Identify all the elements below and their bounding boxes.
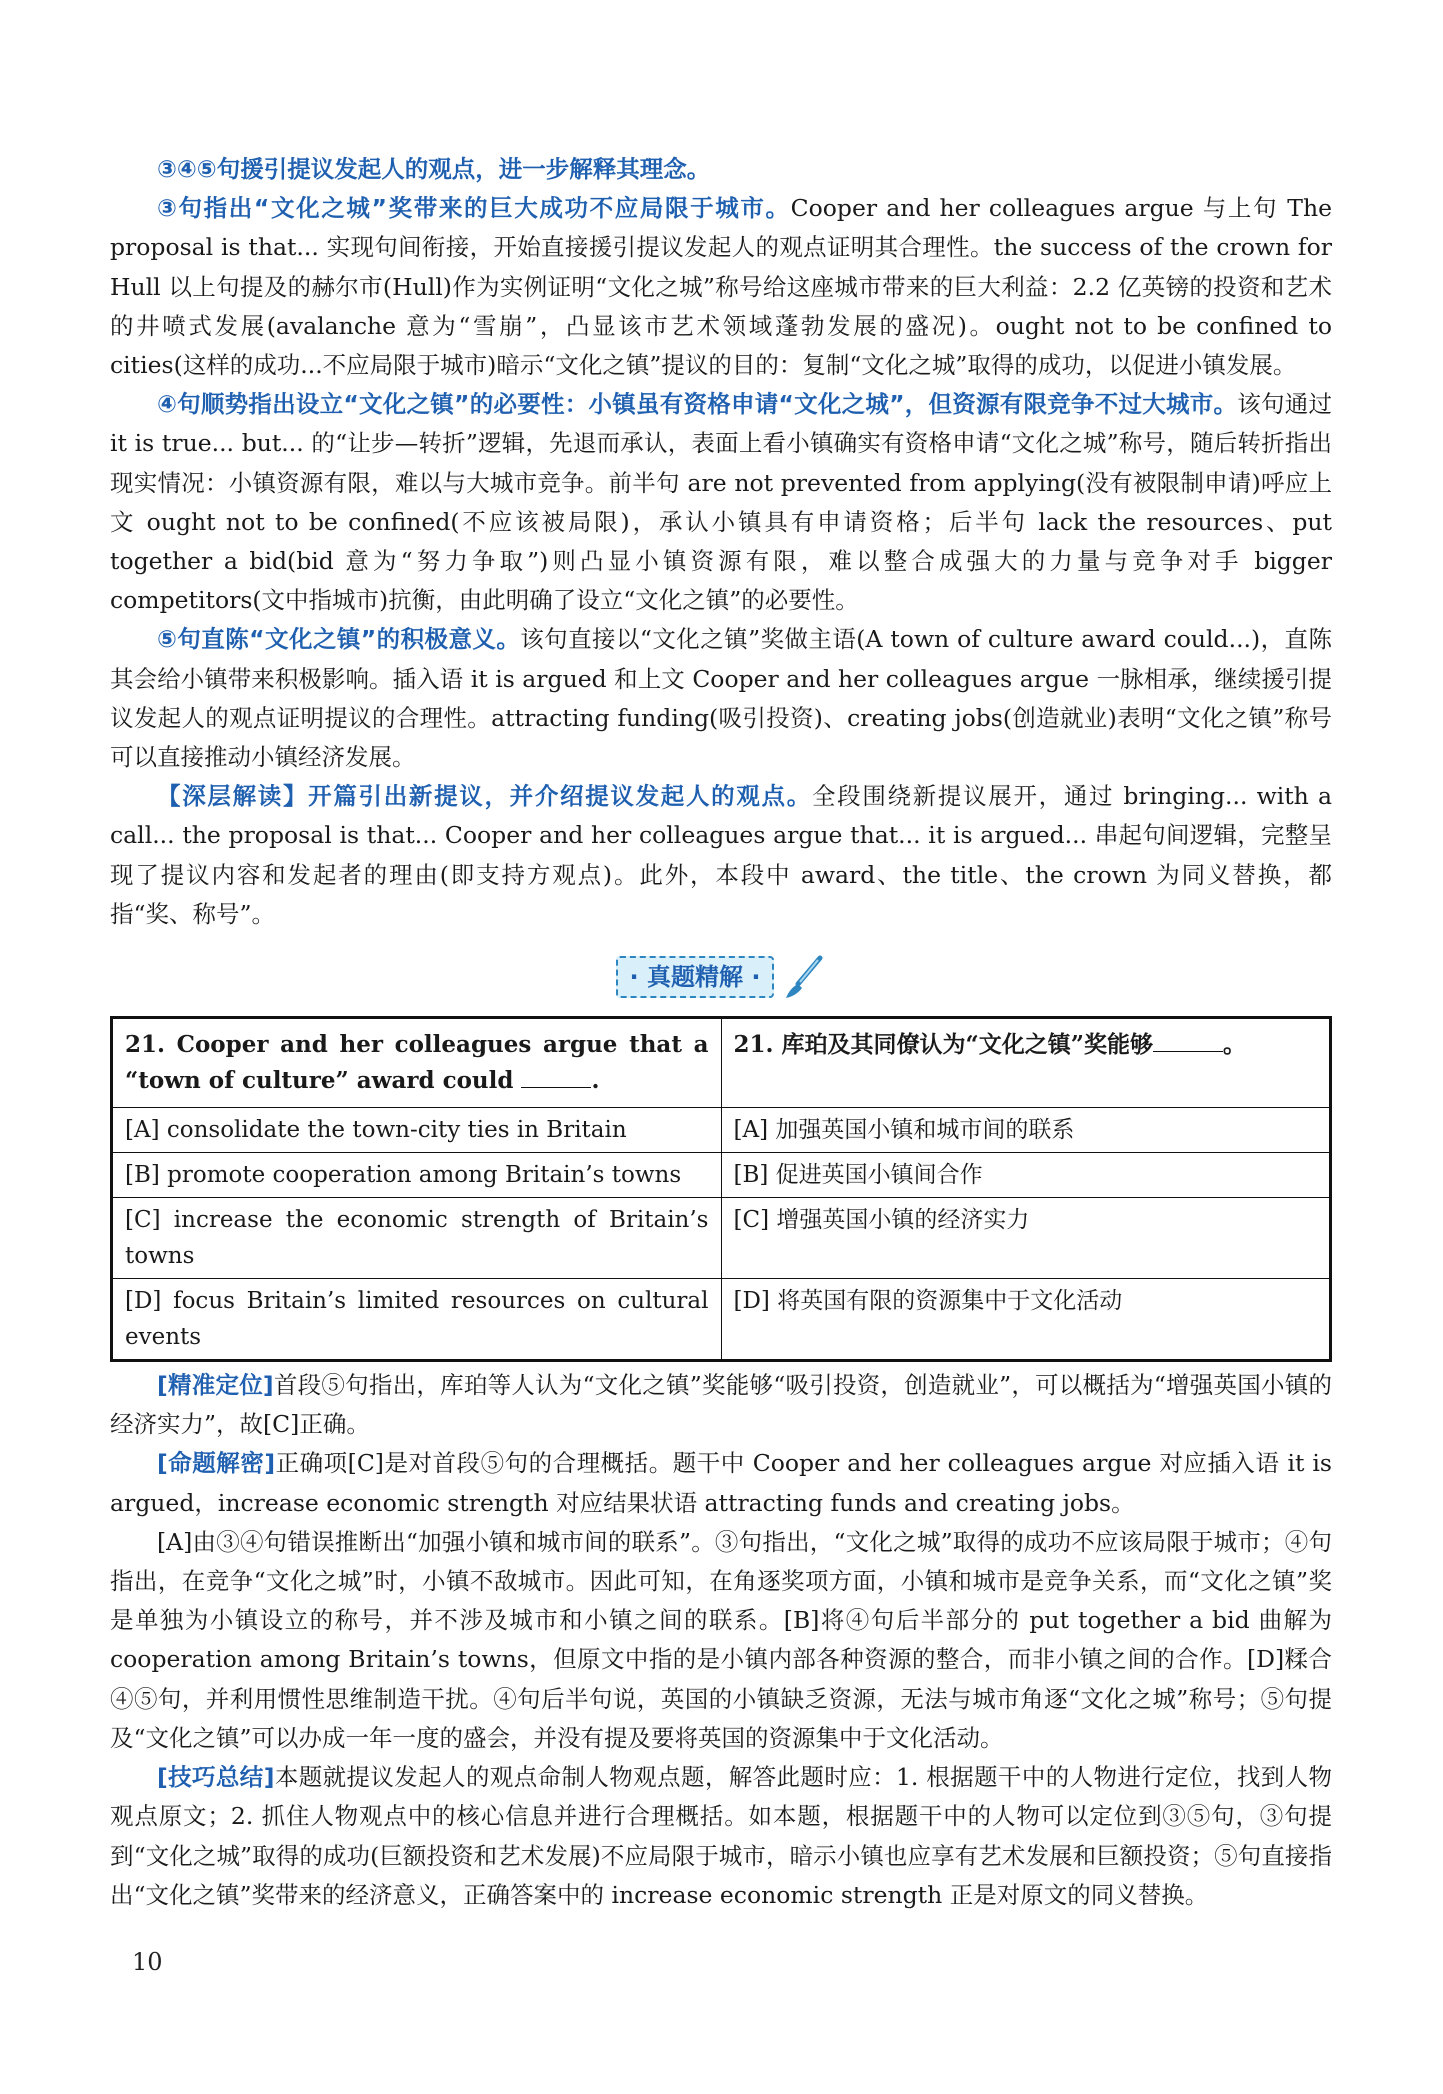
option-en: [A] consolidate the town-city ties in Britain — [112, 1108, 722, 1153]
option-en: [C] increase the economic strength of Britain’s towns — [112, 1198, 722, 1279]
option-zh: [D] 将英国有限的资源集中于文化活动 — [721, 1279, 1331, 1361]
analysis-text: 首段⑤句指出，库珀等人认为“文化之镇”奖能够“吸引投资，创造就业”，可以概括为“增强英国小镇的经济实力”，故[C]正确。 — [110, 1371, 1332, 1439]
paragraph-4 — [110, 620, 1332, 777]
option-row-b — [112, 1153, 1331, 1198]
option-row-c — [112, 1198, 1331, 1279]
answer-blank — [1153, 1029, 1223, 1052]
page-number: 10 — [132, 1948, 163, 1976]
section-title-label: · 真题精解 · — [616, 956, 775, 998]
content — [110, 150, 1332, 1915]
option-row-a — [112, 1108, 1331, 1153]
brush-icon — [780, 954, 826, 1000]
analysis-tag: [命题解密] — [157, 1449, 276, 1478]
paragraph-2 — [110, 189, 1332, 385]
paragraph-lead: ④句顺势指出设立“文化之镇”的必要性：小镇虽有资格申请“文化之城”，但资源有限竞争不过大城市。 — [157, 390, 1238, 419]
analysis-distractors — [110, 1523, 1332, 1758]
paragraph-text: 全段围绕新提议展开，通过 bringing... with a call... the proposal is that... Cooper and her colleagues argue that... it is argued... 串起句间逻辑，完整呈现了提议内容和发起者的理由(即支持方观点)。此外，本段中 award、the title、the crown 为同义替换，都指“奖、称号”。 — [110, 782, 1332, 928]
paragraph-1 — [110, 150, 1332, 189]
question-stem-en: 21. Cooper and her colleagues argue that a “town of culture” award could . — [112, 1018, 722, 1108]
paragraph-lead: ③句指出“文化之城”奖带来的巨大成功不应局限于城市。 — [157, 194, 791, 223]
analysis-tag: [技巧总结] — [157, 1763, 275, 1792]
option-zh: [B] 促进英国小镇间合作 — [721, 1153, 1331, 1198]
paragraph-5 — [110, 777, 1332, 934]
question-stem-row — [112, 1018, 1331, 1108]
paragraph-lead: ⑤句直陈“文化之镇”的积极意义。 — [157, 625, 521, 654]
paragraph-text: 该句通过 it is true... but... 的“让步—转折”逻辑，先退而承认，表面上看小镇确实有资格申请“文化之城”称号，随后转折指出现实情况：小镇资源有限，难以与大城市竞争。前半句 are not prevented from applying(没有被限制申请)呼应上文 ought not to be confined(不应该被局限)，承认小镇具有申请资格；后半句 lack the resources、put together a bid(bid 意为“努力争取”)则凸显小镇资源有限，难以整合成强大的力量与竞争对手 bigger competitors(文中指城市)抗衡，由此明确了设立“文化之镇”的必要性。 — [110, 390, 1332, 615]
analysis-location — [110, 1366, 1332, 1444]
section-title — [110, 954, 1332, 1000]
option-zh: [C] 增强英国小镇的经济实力 — [721, 1198, 1331, 1279]
analysis-decode — [110, 1444, 1332, 1522]
question-stem-zh: 21. 库珀及其同僚认为“文化之镇”奖能够 。 — [721, 1018, 1331, 1108]
analysis-tag: [精准定位] — [157, 1371, 274, 1400]
paragraph-text: 该句直接以“文化之镇”奖做主语(A town of culture award could...)，直陈其会给小镇带来积极影响。插入语 it is argued 和上文 Cooper and her colleagues argue 一脉相承，继续援引提议发起人的观点证明提议的合理性。attracting funding(吸引投资)、creating jobs(创造就业)表明“文化之镇”称号可以直接推动小镇经济发展。 — [110, 625, 1332, 772]
option-en: [D] focus Britain’s limited resources on cultural events — [112, 1279, 722, 1361]
analysis-text: 正确项[C]是对首段⑤句的合理概括。题干中 Cooper and her colleagues argue 对应插入语 it is argued，increase economic strength 对应结果状语 attracting funds and creating jobs。 — [110, 1449, 1332, 1517]
paragraph-lead: 【深层解读】开篇引出新提议，并介绍提议发起人的观点。 — [157, 782, 812, 811]
analysis-text: [A]由③④句错误推断出“加强小镇和城市间的联系”。③句指出，“文化之城”取得的成功不应该局限于城市；④句指出，在竞争“文化之城”时，小镇不敌城市。因此可知，在角逐奖项方面，小镇和城市是竞争关系，而“文化之镇”奖是单独为小镇设立的称号，并不涉及城市和小镇之间的联系。[B]将④句后半部分的 put together a bid 曲解为 cooperation among Britain’s towns，但原文中指的是小镇内部各种资源的整合，而非小镇之间的合作。[D]糅合④⑤句，并利用惯性思维制造干扰。④句后半句说，英国的小镇缺乏资源，无法与城市角逐“文化之城”称号；⑤句提及“文化之镇”可以办成一年一度的盛会，并没有提及要将英国的资源集中于文化活动。 — [110, 1527, 1332, 1752]
paragraph-3 — [110, 385, 1332, 620]
option-row-d — [112, 1279, 1331, 1361]
paragraph-lead: ③④⑤句援引提议发起人的观点，进一步解释其理念。 — [157, 155, 711, 183]
question-table — [110, 1016, 1332, 1362]
answer-blank — [521, 1065, 591, 1088]
option-zh: [A] 加强英国小镇和城市间的联系 — [721, 1108, 1331, 1153]
option-en: [B] promote cooperation among Britain’s towns — [112, 1153, 722, 1198]
paragraph-text: Cooper and her colleagues argue 与上句 The proposal is that... 实现句间衔接，开始直接援引提议发起人的观点证明其合理性。the success of the crown for Hull 以上句提及的赫尔市(Hull)作为实例证明“文化之城”称号给这座城市带来的巨大利益：2.2 亿英镑的投资和艺术的井喷式发展(avalanche 意为“雪崩”，凸显该市艺术领域蓬勃发展的盛况)。ought not to be confined to cities(这样的成功...不应局限于城市)暗示“文化之镇”提议的目的：复制“文化之城”取得的成功，以促进小镇发展。 — [110, 194, 1332, 380]
analysis-text: 本题就提议发起人的观点命制人物观点题，解答此题时应：1. 根据题干中的人物进行定位，找到人物观点原文；2. 抓住人物观点中的核心信息并进行合理概括。如本题，根据题干中的人物可以定位到③⑤句，③句提到“文化之城”取得的成功(巨额投资和艺术发展)不应局限于城市，暗示小镇也应享有艺术发展和巨额投资；⑤句直接指出“文化之镇”奖带来的经济意义，正确答案中的 increase economic strength 正是对原文的同义替换。 — [110, 1763, 1333, 1909]
analysis-tips — [110, 1758, 1332, 1915]
